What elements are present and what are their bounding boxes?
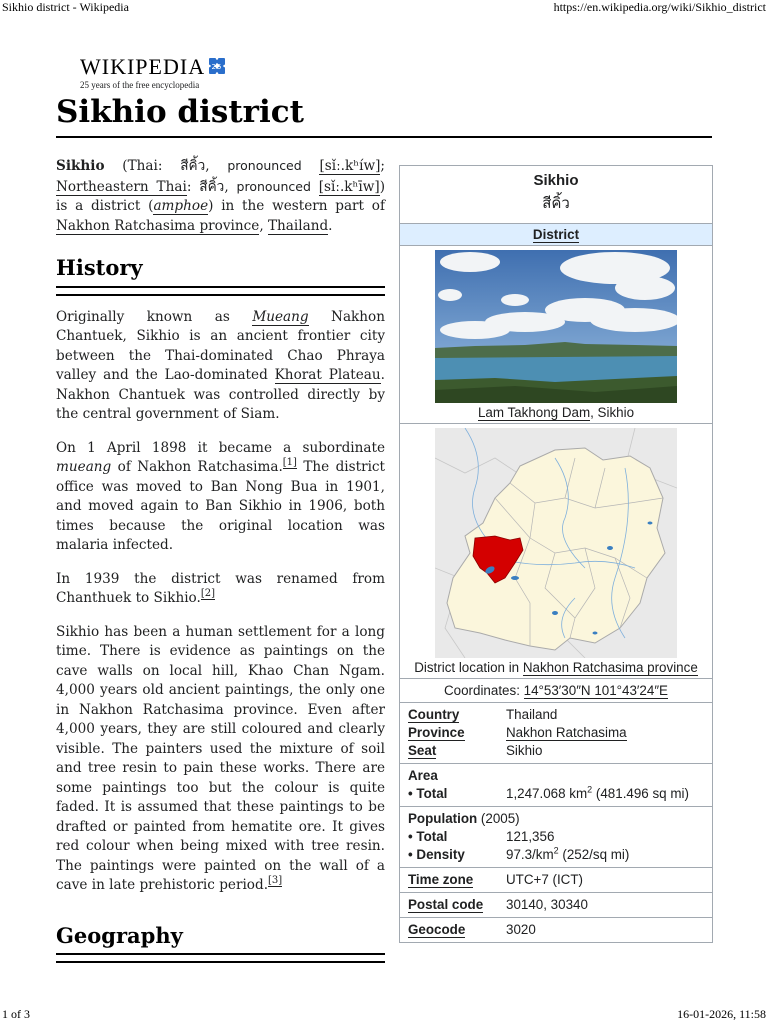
print-footer xyxy=(0,1008,768,1024)
title-rule xyxy=(56,136,712,138)
location-group xyxy=(400,703,712,764)
print-date: 16-01-2026, 11:58 xyxy=(677,1007,766,1021)
postal-label[interactable]: Postal code xyxy=(408,897,484,912)
postal-group xyxy=(400,893,712,918)
seat-label[interactable]: Seat xyxy=(408,743,437,758)
timezone-row xyxy=(408,871,704,889)
postal-row xyxy=(408,896,704,914)
print-header xyxy=(0,0,768,16)
history-heading: History xyxy=(56,255,143,280)
country-label[interactable]: Country xyxy=(408,707,460,722)
timezone-value: UTC+7 (ICT) xyxy=(506,872,583,887)
geocode-row xyxy=(408,921,704,939)
density-value: $97.3/km^2$ (252/sq mi) xyxy=(506,845,630,862)
province-label[interactable]: Province xyxy=(408,725,465,740)
lam-takhong-dam-photo[interactable] xyxy=(435,250,677,403)
wikipedia-wordmark: WIKIPEDIA 25 xyxy=(80,54,227,82)
reference-2[interactable]: [2] xyxy=(200,588,215,600)
infobox-title: Sikhio xyxy=(533,172,579,189)
population-total-row xyxy=(408,828,704,846)
province-value-link[interactable]: Nakhon Ratchasima xyxy=(506,725,627,740)
infobox xyxy=(399,165,713,943)
nakhon-ratchasima-province-link[interactable]: Nakhon Ratchasima province xyxy=(522,660,698,675)
country-row xyxy=(408,706,704,724)
density-label: • Density xyxy=(408,847,465,862)
history-paragraph-4: Sikhio has been a human settlement for a long time. There is evidence as paintings on the cave walls on local hill, Khao Chan Ngam. 4,000 years old ancient paintings, the only one in Nakhon Ratchasima province. Even after 4,000 years, they are still coloured and clearly visible. The painters used the mixture of soil and tree resin to pain these works. There are some paintings too but the colour is quite faded. It is assumed that these paintings to be drafted or painted from hematite ore. It gives red colour when being mixed with tree resin. The paintings were painted on the wall of a cave in late prehistoric period.[3] xyxy=(56,623,385,893)
history-paragraph-1: Originally known as Mueang Nakhon Chantuek, Sikhio is an ancient frontier city between the Thai-dominated Chao Phraya valley and the Lao-dominated Khorat Plateau. Nakhon Chantuek was controlled directly by the central government of Siam. xyxy=(56,308,385,422)
history-rule xyxy=(56,286,385,296)
infobox-type-band xyxy=(400,223,712,246)
density-row xyxy=(408,846,704,864)
lam-takhong-dam-link[interactable]: Lam Takhong Dam xyxy=(477,405,591,420)
population-total-value: 121,356 xyxy=(506,829,555,844)
intro-paragraph: Sikhio (Thai: สีคิ้ว, pronounced [sǐː.kʰíw]; Northeastern Thai: สีคิ้ว, pronounced [sǐː.kʰīw]) is a district (amphoe) in the western part of Nakhon Ratchasima province, Thailand. xyxy=(56,158,385,234)
logo-badge: 25 xyxy=(211,63,223,71)
page-url[interactable]: https://en.wikipedia.org/wiki/Sikhio_district xyxy=(553,0,766,14)
article-subject: Sikhio xyxy=(56,158,105,174)
thailand-link[interactable]: Thailand xyxy=(267,217,329,234)
page-title: Sikhio district xyxy=(56,94,304,130)
khorat-plateau-link[interactable]: Khorat Plateau xyxy=(274,367,381,383)
infobox-native-name: สีคิ้ว xyxy=(542,195,570,212)
population-year: (2005) xyxy=(477,811,520,826)
photo-cell xyxy=(400,246,712,424)
population-total-label: • Total xyxy=(408,829,448,844)
geography-rule xyxy=(56,953,385,963)
northeastern-thai-link[interactable]: Northeastern Thai xyxy=(56,178,187,195)
population-label: Population xyxy=(408,811,478,826)
history-paragraph-2: On 1 April 1898 it became a subordinate mueang of Nakhon Ratchasima.[1] The district office was moved to Ban Nong Bua in 1901, and moved again to Ban Sikhio in 1906, both times because the original location was malaria infected. xyxy=(56,439,385,553)
map-caption: District location in Nakhon Ratchasima province xyxy=(414,660,698,675)
timezone-label[interactable]: Time zone xyxy=(408,872,474,887)
area-total-value: 1,247.068 $km^2$ (481.496 sq mi) xyxy=(506,784,689,801)
province-link[interactable]: Nakhon Ratchasima province xyxy=(56,217,260,234)
history-paragraph-3: In 1939 the district was renamed from Chanthuek to Sikhio.[2] xyxy=(56,570,385,606)
geocode-group xyxy=(400,918,712,942)
timezone-group xyxy=(400,868,712,893)
geocode-label[interactable]: Geocode xyxy=(408,922,466,937)
area-total-label: • Total xyxy=(408,786,448,801)
ipa-link-1[interactable]: [sǐː.kʰíw] xyxy=(319,158,381,174)
reference-1[interactable]: [1] xyxy=(282,457,297,469)
district-link[interactable]: District xyxy=(532,227,580,242)
photo-caption: Lam Takhong Dam, Sikhio xyxy=(477,405,635,420)
wikipedia-logo[interactable] xyxy=(80,54,227,90)
puzzle-globe-icon xyxy=(207,56,227,82)
area-group xyxy=(400,764,712,807)
geocode-value: 3020 xyxy=(506,922,536,937)
amphoe-link[interactable]: amphoe xyxy=(153,198,209,214)
reference-3[interactable]: [3] xyxy=(268,875,283,887)
seat-value: Sikhio xyxy=(506,743,543,758)
province-row xyxy=(408,724,704,742)
geography-heading: Geography xyxy=(56,922,183,948)
ipa-link-2[interactable]: [sǐː.kʰīw] xyxy=(318,178,380,195)
map-cell xyxy=(400,424,712,679)
seat-row xyxy=(408,742,704,760)
article-body xyxy=(56,156,385,975)
postal-value: 30140, 30340 xyxy=(506,897,588,912)
page-title-header: Sikhio district - Wikipedia xyxy=(2,0,129,14)
page-count: 1 of 3 xyxy=(2,1007,30,1021)
area-total-row xyxy=(408,785,704,803)
logo-tagline: 25 years of the free encyclopedia xyxy=(80,80,200,90)
mueang-link[interactable]: Mueang xyxy=(252,308,309,325)
district-location-map[interactable] xyxy=(435,428,677,658)
population-group xyxy=(400,807,712,868)
coordinates-link[interactable]: 14°53′30″N 101°43′24″E xyxy=(523,683,668,698)
country-value: Thailand xyxy=(506,707,558,722)
coordinates-row: Coordinates: 14°53′30″N 101°43′24″E xyxy=(400,679,712,703)
area-label: Area xyxy=(408,768,438,783)
